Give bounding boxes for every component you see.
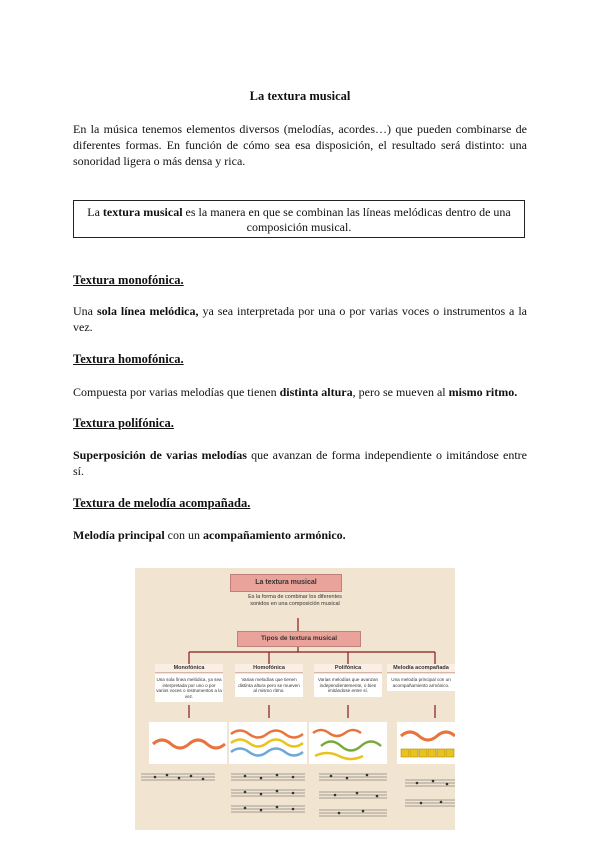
text-run-bold: mismo ritmo. [448, 385, 518, 399]
text-run-bold: acompañamiento armónico. [203, 528, 346, 542]
text-run: con un [164, 528, 203, 542]
diagram-column-polifonica: Polifónica [314, 664, 382, 673]
text-run: , pero se mueven al [352, 385, 449, 399]
text-run-bold: sola línea melódica, [96, 304, 199, 318]
page-title: La textura musical [249, 89, 351, 103]
definition-term: textura musical [102, 205, 183, 219]
texture-diagram [135, 568, 455, 830]
diagram-subtitle: Es la forma de combinar los diferentes sonidos en una composición musical [248, 594, 342, 607]
heading-melodia-acompanada: Textura de melodía acompañada. [73, 496, 251, 510]
paragraph-polifonica [73, 447, 527, 479]
diagram-title: La textura musical [230, 574, 342, 592]
score-thumbnails [141, 774, 455, 816]
intro-paragraph: En la música tenemos elementos diversos (melodías, acordes…) que pueden combinarse de diferentes formas. En función de cómo sea esa disposición, el resultado será distinto: una sonoridad ligera o más densa y rica. [73, 122, 527, 168]
diagram-column-monofonica: Monofónica [155, 664, 223, 673]
heading-monofonica: Textura monofónica. [73, 273, 184, 287]
diagram-types-label: Tipos de textura musical [237, 631, 361, 647]
diagram-column-homofonica: Homofónica [235, 664, 303, 673]
diagram-desc-polifonica: Varias melodías que avanzan independientemente, o bien imitándose entre sí. [314, 674, 382, 697]
panel-melodia-acompanada [397, 722, 455, 764]
text-run: que avanzan de forma independiente o imitándose entre sí. [73, 448, 527, 478]
definition-text: es la manera en que se combinan las líneas melódicas dentro de una composición musical. [182, 205, 511, 234]
text-run: ya sea interpretada por una o por varias voces o instrumentos a la vez. [73, 304, 527, 334]
heading-polifonica: Textura polifónica. [73, 416, 174, 430]
text-run-bold: distinta altura [279, 385, 353, 399]
diagram-desc-melodia-acompanada: Una melodía principal con un acompañamiento armónico. [387, 674, 455, 691]
paragraph-melodia-acompanada [73, 527, 527, 543]
definition-box [73, 200, 525, 238]
text-run-bold: Melodía principal [73, 528, 165, 542]
text-run-bold: Superposición de varias melodías [73, 448, 247, 462]
diagram-column-melodia-acompanada: Melodía acompañada [387, 664, 455, 673]
diagram-desc-monofonica: Una sola línea melódica, ya sea interpretada por uno o por varios voces o instrumentos a la vez. [155, 674, 223, 702]
heading-homofonica: Textura homofónica. [73, 352, 184, 366]
text-run: Compuesta por varias melodías que tienen [73, 385, 280, 399]
paragraph-homofonica [73, 384, 527, 400]
text-run: Una [73, 304, 97, 318]
paragraph-monofonica [73, 303, 527, 335]
definition-prefix: La [87, 205, 103, 219]
diagram-desc-homofonica: Varias melodías que tienen distinta altura pero se mueven al mismo ritmo. [235, 674, 303, 697]
